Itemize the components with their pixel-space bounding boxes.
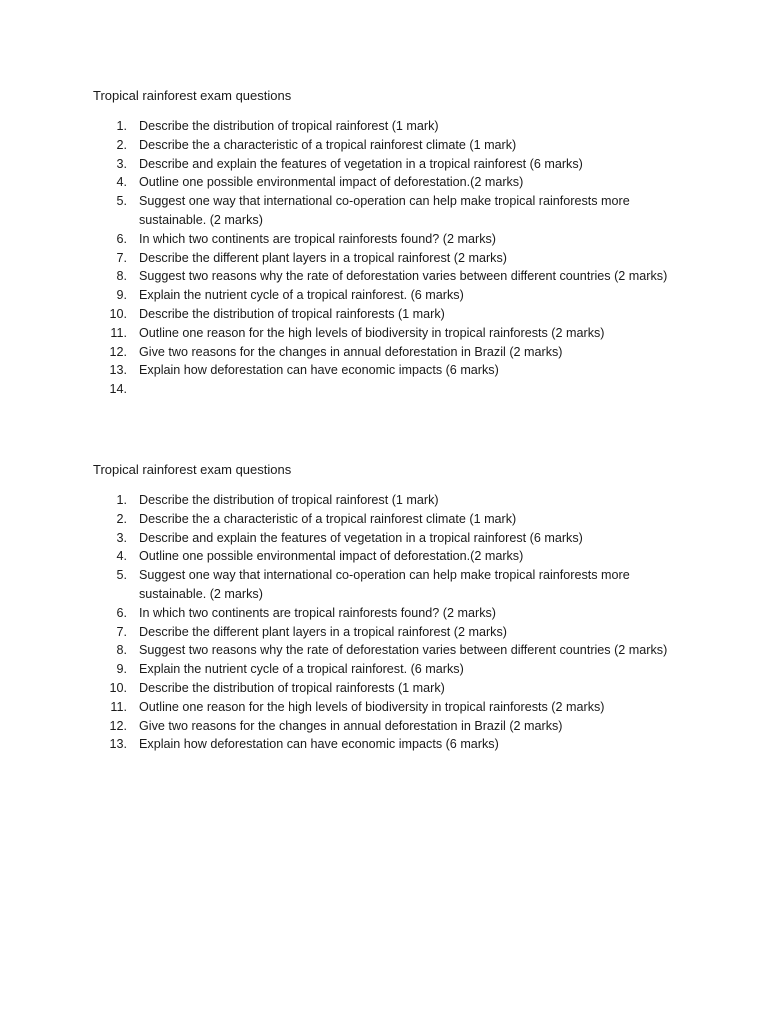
section-heading: Tropical rainforest exam questions [93, 462, 292, 477]
question-item [93, 641, 673, 660]
question-item [93, 324, 673, 343]
question-text: Give two reasons for the changes in annual deforestation in Brazil (2 marks) [139, 718, 563, 733]
question-number: 1. [116, 119, 127, 133]
question-item [93, 547, 673, 566]
question-text: Suggest one way that international co-operation can help make tropical rainforests more sustainable. (2 marks) [139, 194, 630, 227]
question-item [93, 735, 673, 754]
question-item [93, 679, 673, 698]
question-number: 7. [116, 250, 127, 265]
question-list [93, 491, 673, 754]
question-text: Describe the different plant layers in a tropical rainforest (2 marks) [139, 624, 507, 639]
question-text: Outline one possible environmental impact of deforestation.(2 marks) [139, 549, 524, 564]
question-number: 6. [116, 605, 127, 620]
question-number: 10. [109, 680, 127, 695]
question-number: 7. [116, 624, 127, 639]
question-text [139, 380, 673, 399]
question-text: Explain the nutrient cycle of a tropical rainforest. (6 marks) [139, 662, 464, 677]
question-number: 8. [116, 269, 127, 284]
question-section-1 [93, 87, 673, 399]
question-item [93, 192, 673, 230]
question-item [93, 286, 673, 305]
question-text: Suggest two reasons why the rate of deforestation varies between different countries (2 marks) [139, 643, 668, 658]
question-number: 2. [116, 511, 127, 526]
question-text: Give two reasons for the changes in annual deforestation in Brazil (2 marks) [139, 344, 563, 359]
question-number: 11. [110, 699, 127, 714]
question-item [93, 361, 673, 380]
question-item [93, 717, 673, 736]
question-item [93, 604, 673, 623]
question-item [93, 380, 673, 399]
question-item [93, 566, 673, 604]
question-number: 12. [109, 718, 127, 733]
question-text: Outline one possible environmental impact of deforestation.(2 marks) [139, 175, 524, 190]
question-item [93, 249, 673, 268]
question-text: Explain how deforestation can have economic impacts (6 marks) [139, 737, 499, 752]
question-number: 13. [109, 363, 127, 378]
question-number: 11. [110, 325, 127, 340]
question-text: Describe the distribution of tropical rainforests (1 mark) [139, 306, 445, 321]
question-item [93, 117, 673, 136]
question-number: 4. [116, 175, 127, 190]
question-list [93, 117, 673, 399]
question-number: 1. [116, 493, 127, 507]
question-number: 10. [109, 306, 127, 321]
question-item [93, 230, 673, 249]
question-item [93, 529, 673, 548]
question-text: Explain how deforestation can have economic impacts (6 marks) [139, 363, 499, 378]
question-item [93, 155, 673, 174]
question-number: 9. [116, 288, 127, 303]
question-number: 5. [116, 194, 127, 209]
question-text: Suggest two reasons why the rate of deforestation varies between different countries (2 marks) [139, 269, 668, 284]
question-number: 6. [116, 231, 127, 246]
question-text: In which two continents are tropical rainforests found? (2 marks) [139, 605, 496, 620]
question-text: Outline one reason for the high levels of biodiversity in tropical rainforests (2 marks) [139, 699, 605, 714]
question-item [93, 305, 673, 324]
question-text: Describe and explain the features of vegetation in a tropical rainforest (6 marks) [139, 530, 583, 545]
question-text: Describe the distribution of tropical rainforests (1 mark) [139, 680, 445, 695]
question-text: Describe the distribution of tropical rainforest (1 mark) [139, 119, 439, 133]
question-number: 4. [116, 549, 127, 564]
question-text: Explain the nutrient cycle of a tropical rainforest. (6 marks) [139, 288, 464, 303]
question-number: 14. [109, 382, 127, 397]
question-text: Suggest one way that international co-operation can help make tropical rainforests more sustainable. (2 marks) [139, 568, 630, 601]
question-number: 9. [116, 662, 127, 677]
question-item [93, 660, 673, 679]
question-item [93, 698, 673, 717]
question-text: Describe the different plant layers in a tropical rainforest (2 marks) [139, 250, 507, 265]
question-item [93, 173, 673, 192]
question-item [93, 510, 673, 529]
question-text: Describe and explain the features of vegetation in a tropical rainforest (6 marks) [139, 156, 583, 171]
question-number: 3. [116, 530, 127, 545]
question-text: Describe the distribution of tropical rainforest (1 mark) [139, 493, 439, 507]
question-number: 8. [116, 643, 127, 658]
question-text: In which two continents are tropical rainforests found? (2 marks) [139, 231, 496, 246]
question-section-2 [93, 461, 673, 754]
question-text: Describe the a characteristic of a tropical rainforest climate (1 mark) [139, 511, 517, 526]
question-text: Outline one reason for the high levels of biodiversity in tropical rainforests (2 marks) [139, 325, 605, 340]
question-number: 13. [109, 737, 127, 752]
question-number: 12. [109, 344, 127, 359]
section-heading: Tropical rainforest exam questions [93, 88, 292, 103]
question-item [93, 623, 673, 642]
question-number: 3. [116, 156, 127, 171]
question-item [93, 267, 673, 286]
question-item [93, 343, 673, 362]
question-item [93, 136, 673, 155]
question-item [93, 491, 673, 510]
question-number: 5. [116, 568, 127, 583]
question-number: 2. [116, 137, 127, 152]
question-text: Describe the a characteristic of a tropical rainforest climate (1 mark) [139, 137, 517, 152]
